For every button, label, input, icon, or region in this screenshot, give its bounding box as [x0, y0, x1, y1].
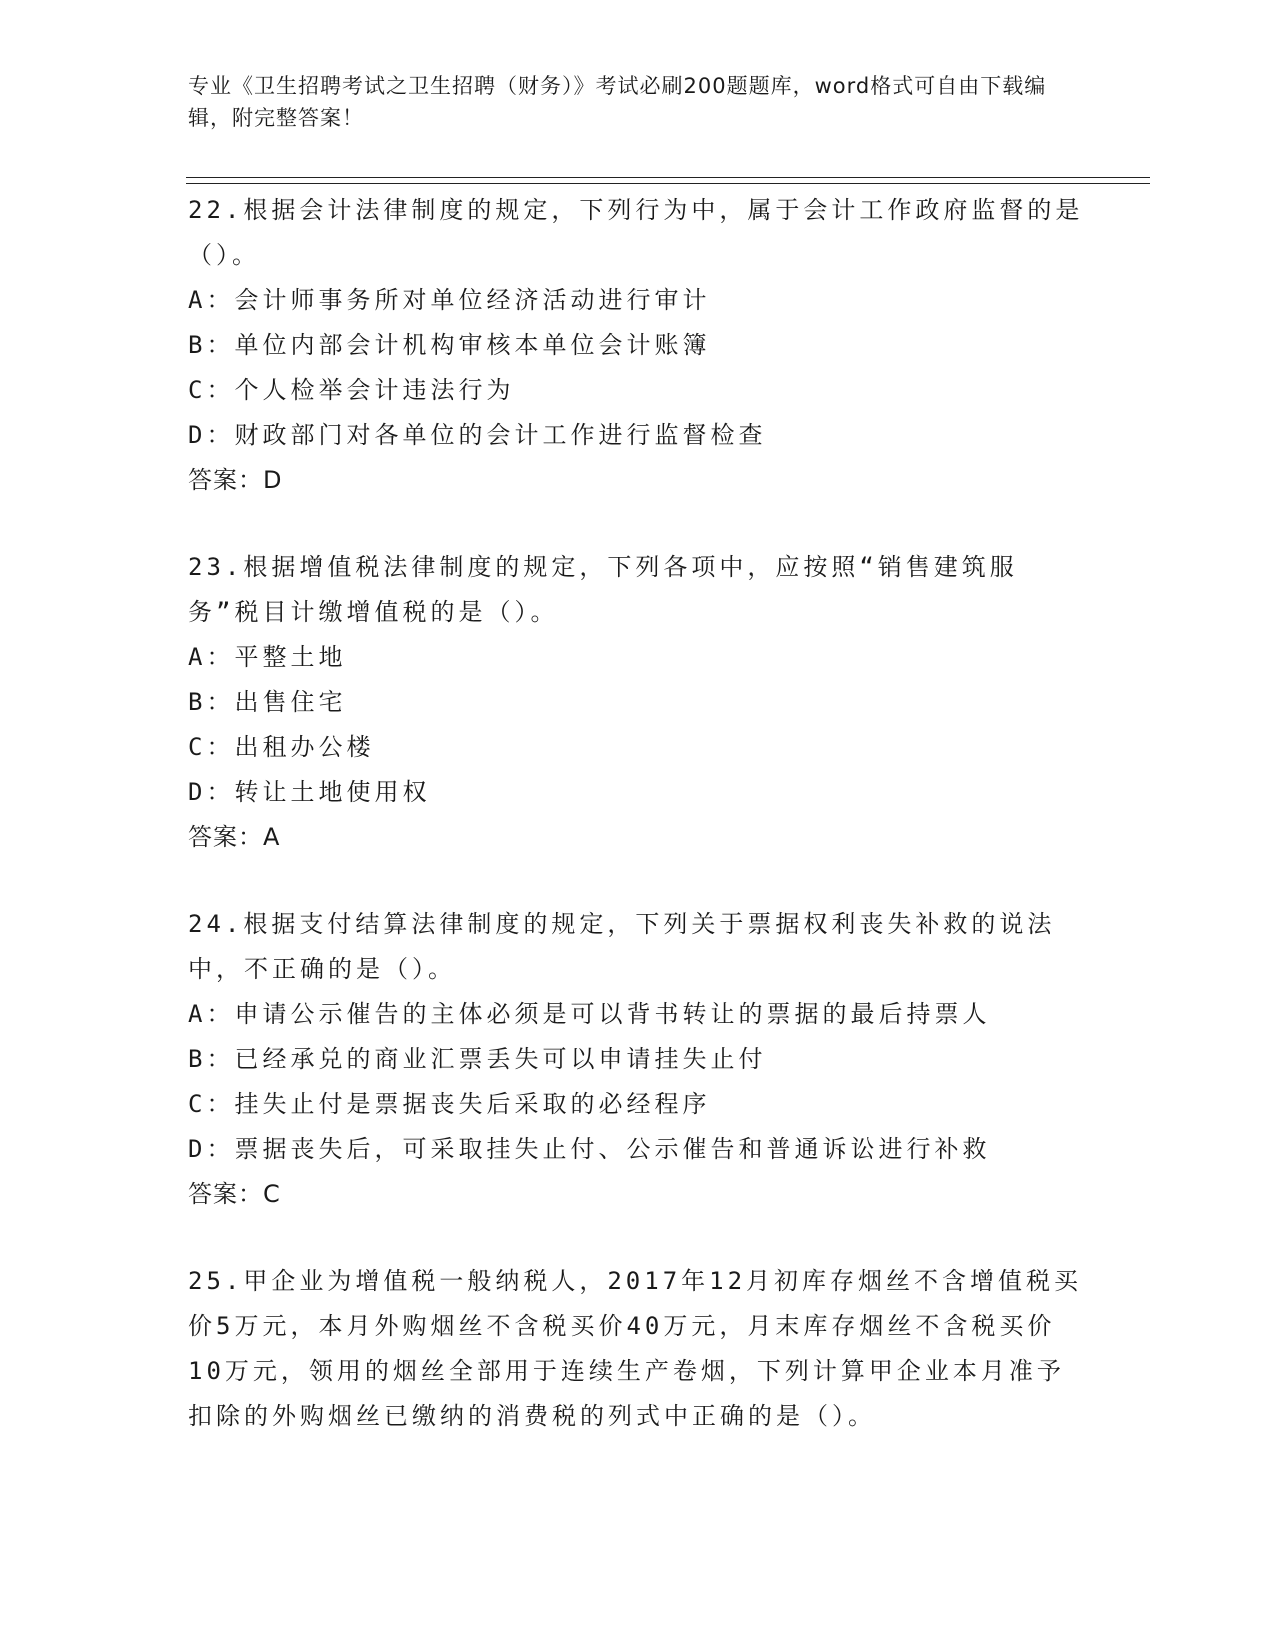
question-stem: 23.根据增值税法律制度的规定，下列各项中，应按照“销售建筑服务”税目计缴增值税的是（）。	[188, 553, 1018, 626]
question-22	[188, 188, 1088, 503]
question-list	[188, 188, 1088, 1481]
option-b: B：已经承兑的商业汇票丢失可以申请挂失止付	[188, 1045, 767, 1073]
option-c: C：个人检举会计违法行为	[188, 376, 515, 404]
answer: 答案：A	[188, 823, 281, 851]
question-25	[188, 1259, 1088, 1439]
question-stem: 25.甲企业为增值税一般纳税人，2017年12月初库存烟丝不含增值税买价5万元，本月外购烟丝不含税买价40万元，月末库存烟丝不含税买价10万元，领用的烟丝全部用于连续生产卷烟，下列计算甲企业本月准予扣除的外购烟丝已缴纳的消费税的列式中正确的是（）。	[188, 1267, 1083, 1430]
option-a: A：申请公示催告的主体必须是可以背书转让的票据的最后持票人	[188, 1000, 991, 1028]
header-rule-bottom	[186, 183, 1150, 184]
option-a: A：平整土地	[188, 643, 347, 671]
option-a: A：会计师事务所对单位经济活动进行审计	[188, 286, 711, 314]
question-23	[188, 545, 1088, 860]
option-c: C：挂失止付是票据丧失后采取的必经程序	[188, 1090, 711, 1118]
answer: 答案：D	[188, 466, 283, 494]
question-24	[188, 902, 1088, 1217]
option-b: B：出售住宅	[188, 688, 347, 716]
option-d: D：财政部门对各单位的会计工作进行监督检查	[188, 421, 767, 449]
header-rule-top	[186, 177, 1150, 178]
option-d: D：票据丧失后，可采取挂失止付、公示催告和普通诉讼进行补救	[188, 1135, 991, 1163]
option-b: B：单位内部会计机构审核本单位会计账簿	[188, 331, 711, 359]
question-stem: 22.根据会计法律制度的规定，下列行为中，属于会计工作政府监督的是（）。	[188, 196, 1084, 269]
option-c: C：出租办公楼	[188, 733, 375, 761]
answer: 答案：C	[188, 1180, 281, 1208]
option-d: D：转让土地使用权	[188, 778, 431, 806]
document-header: 专业《卫生招聘考试之卫生招聘（财务）》考试必刷200题题库，word格式可自由下载编辑，附完整答案！	[188, 74, 1047, 130]
question-stem: 24.根据支付结算法律制度的规定，下列关于票据权利丧失补救的说法中，不正确的是（）。	[188, 910, 1056, 983]
